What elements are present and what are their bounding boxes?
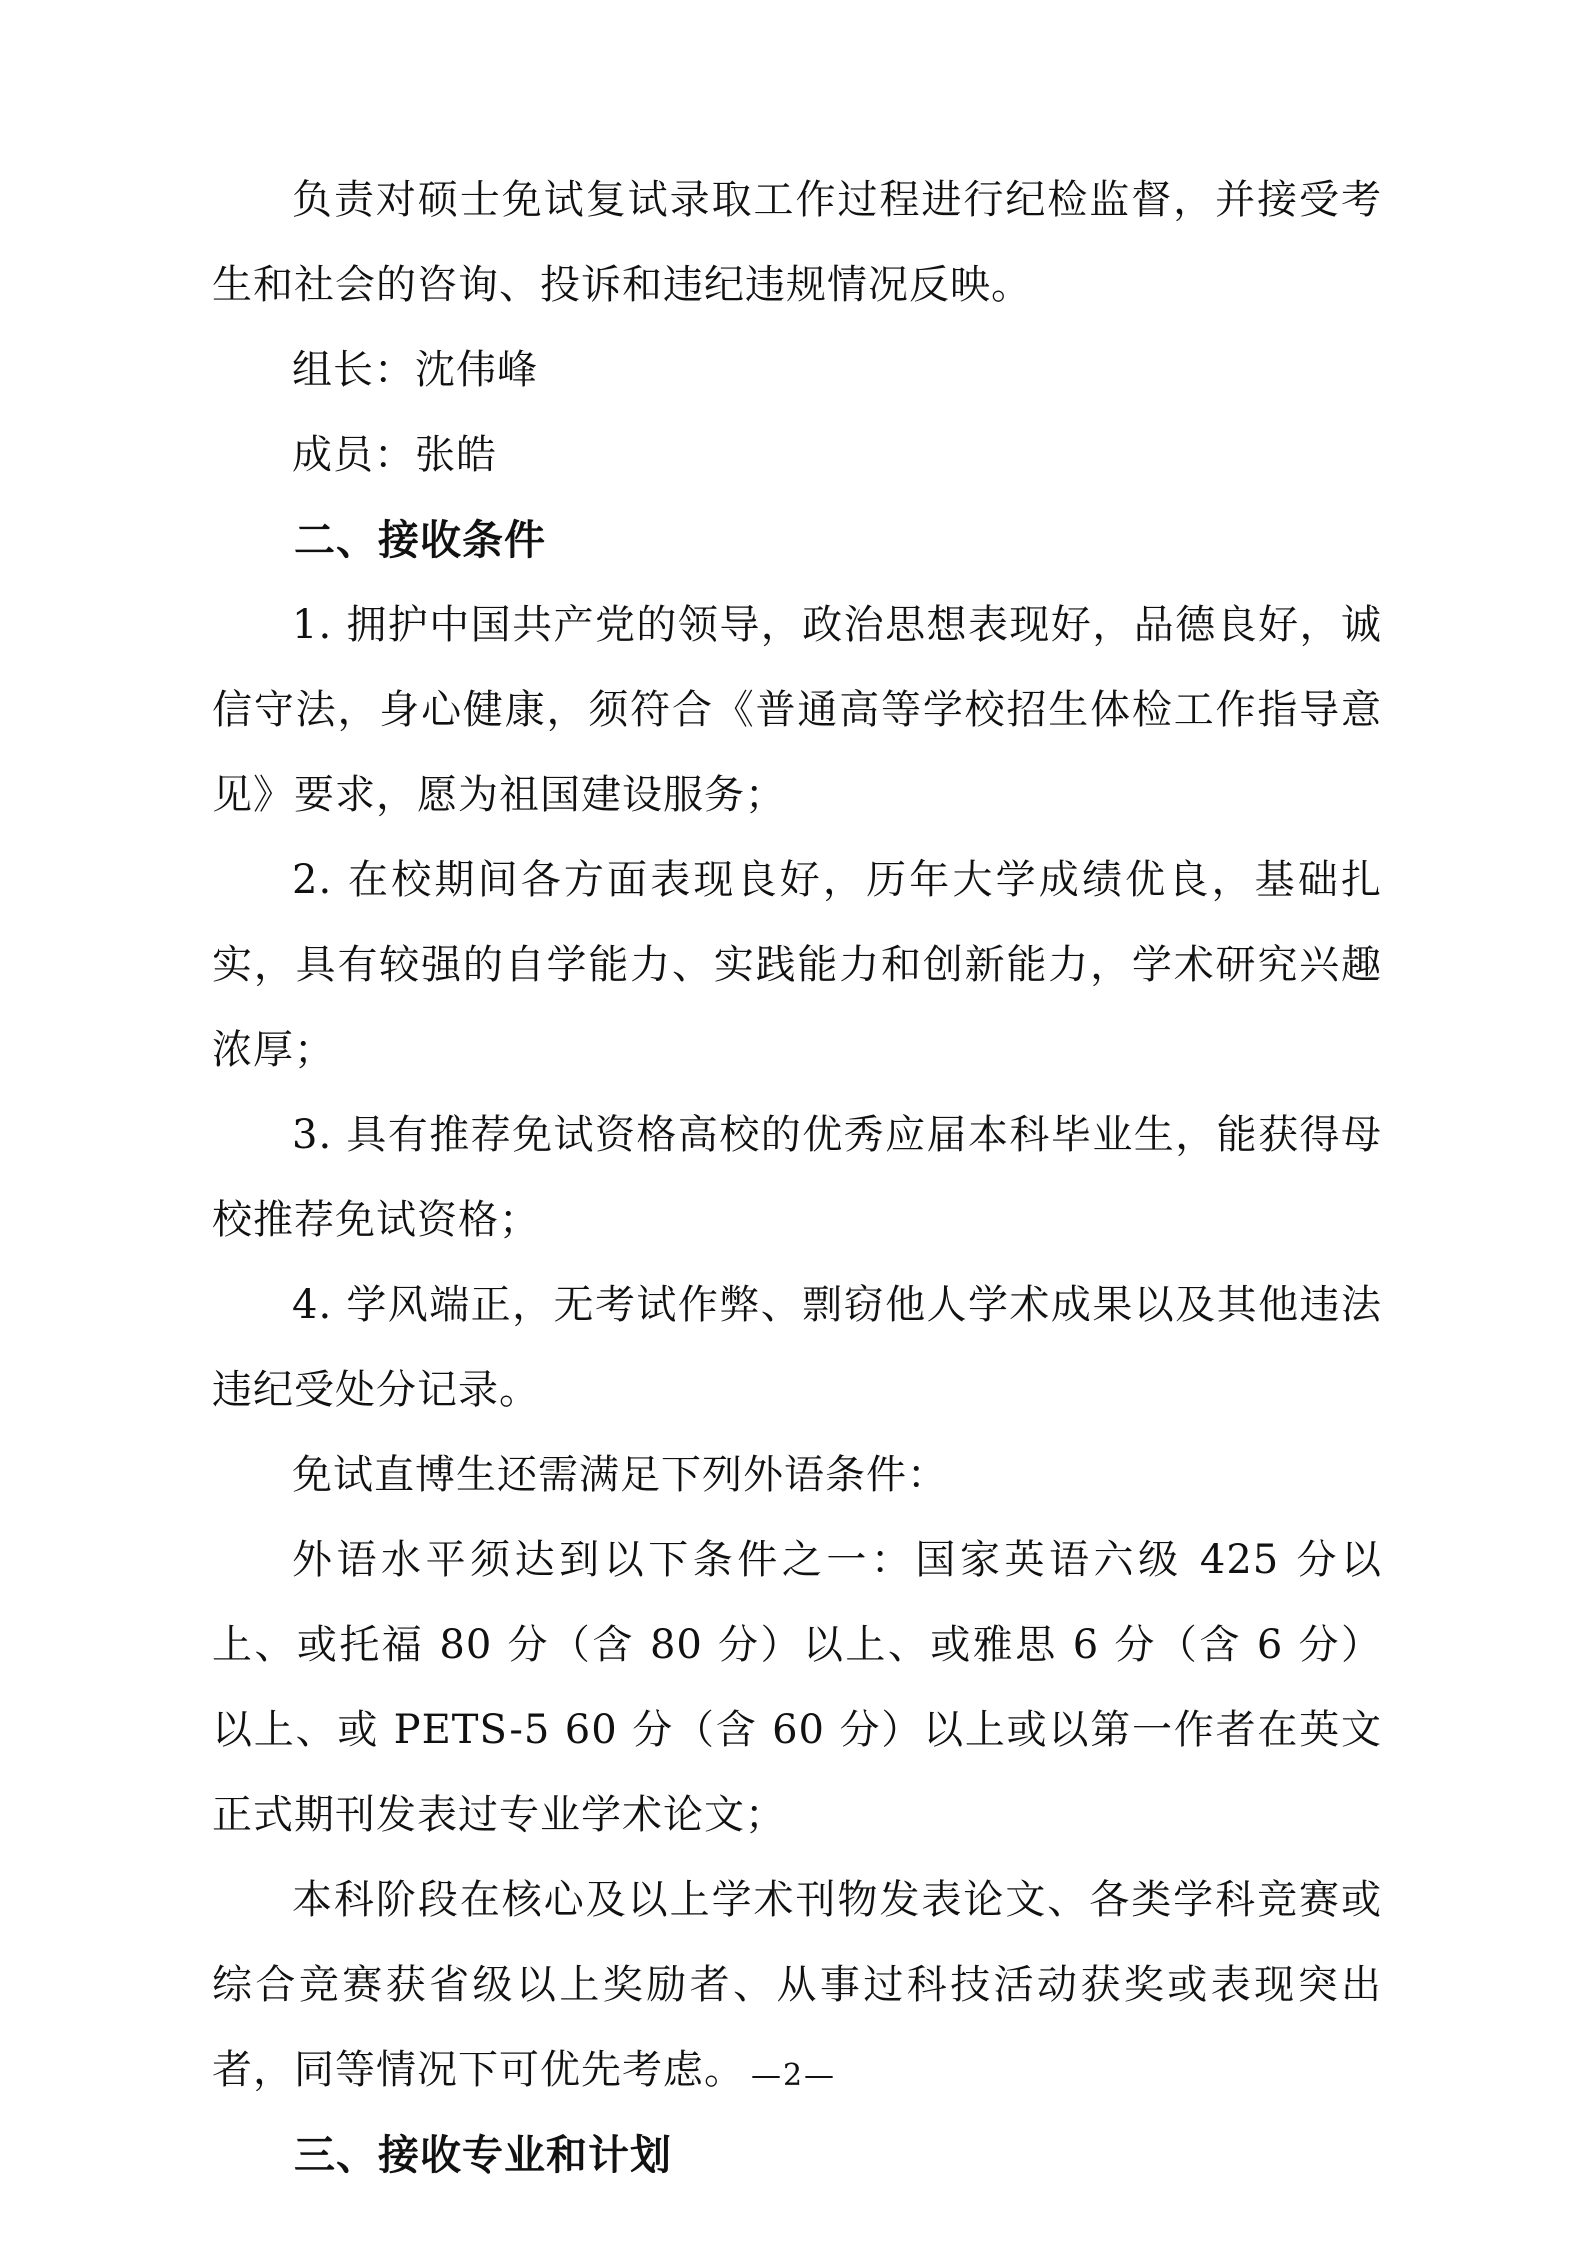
condition-item-2: 2. 在校期间各方面表现良好，历年大学成绩优良，基础扎实，具有较强的自学能力、实践能力和创新能力，学术研究兴趣浓厚； [212,857,1382,1073]
section-heading-admission-conditions: 二、接收条件 [294,516,546,564]
condition-item-3: 3. 具有推荐免试资格高校的优秀应届本科毕业生，能获得母校推荐免试资格； [212,1112,1382,1243]
paragraph-priority-consideration: 本科阶段在核心及以上学术刊物发表论文、各类学科竞赛或综合竞赛获省级以上奖励者、从事过科技活动获奖或表现突出者，同等情况下可优先考虑。 [212,1877,1382,2093]
paragraph-group-member: 成员：张皓 [292,432,497,478]
condition-item-4: 4. 学风端正，无考试作弊、剽窃他人学术成果以及其他违法违纪受处分记录。 [212,1282,1382,1413]
page-number: —2— [750,2058,837,2093]
paragraph-supervision-duty: 负责对硕士免试复试录取工作过程进行纪检监督，并接受考生和社会的咨询、投诉和违纪违规情况反映。 [212,177,1382,308]
paragraph-direct-phd-intro: 免试直博生还需满足下列外语条件： [292,1452,948,1498]
paragraph-group-leader: 组长：沈伟峰 [292,347,538,393]
condition-item-1: 1. 拥护中国共产党的领导，政治思想表现好，品德良好，诚信守法，身心健康，须符合《普通高等学校招生体检工作指导意见》要求，愿为祖国建设服务； [212,602,1382,818]
paragraph-language-requirement: 外语水平须达到以下条件之一：国家英语六级 425 分以上、或托福 80 分（含 80 分）以上、或雅思 6 分（含 6 分）以上、或 PETS-5 60 分（含 60 分）以上或以第一作者在英文正式期刊发表过专业学术论文； [212,1537,1382,1838]
document-body [212,158,1382,2198]
section-heading-majors-and-plan: 三、接收专业和计划 [294,2131,672,2179]
